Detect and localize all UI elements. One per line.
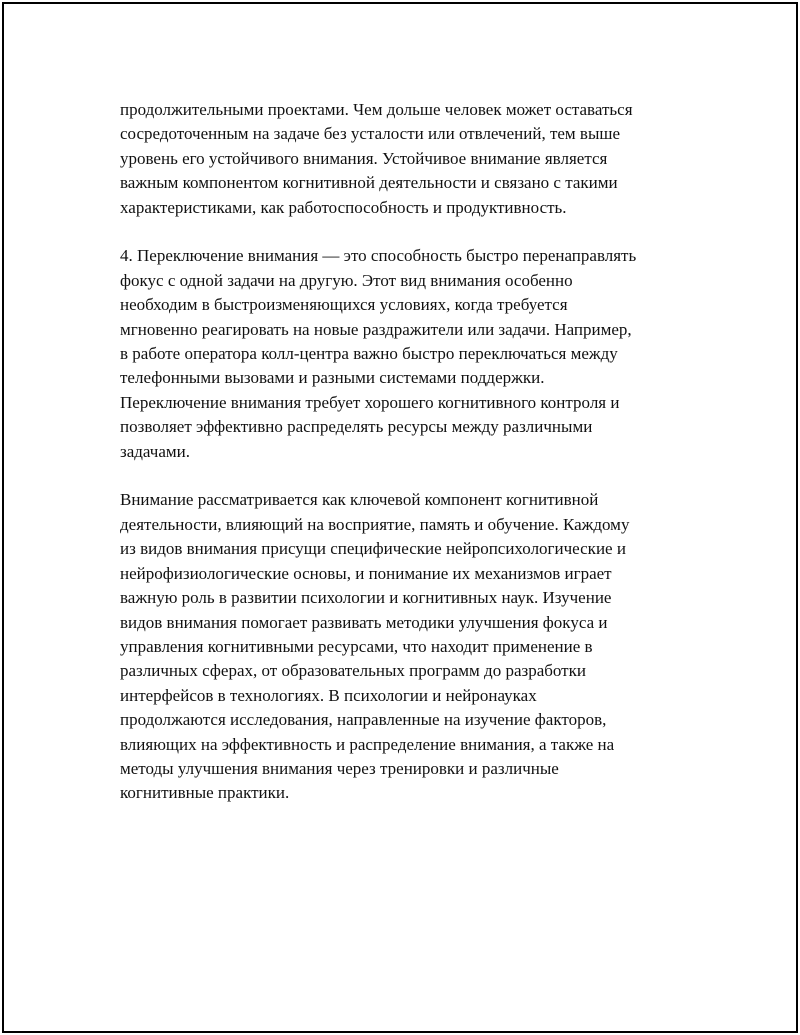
paragraph-attention-switching <box>120 244 700 464</box>
text-line: когнитивные практики. <box>120 783 290 803</box>
text-line: мгновенно реагировать на новые раздражители или задачи. Например, <box>120 319 632 339</box>
text-line: телефонными вызовами и разными системами поддержки. <box>120 368 545 388</box>
paragraph-spacer <box>120 220 700 244</box>
text-line: необходим в быстроизменяющихся условиях, когда требуется <box>120 295 568 315</box>
text-line: деятельности, влияющий на восприятие, память и обучение. Каждому <box>120 514 630 534</box>
text-line: нейрофизиологические основы, и понимание их механизмов играет <box>120 563 612 583</box>
text-line: задачами. <box>120 441 190 461</box>
text-line: различных сферах, от образовательных программ до разработки <box>120 661 586 681</box>
document-page <box>2 2 798 1033</box>
text-line: методы улучшения внимания через тренировки и различные <box>120 758 559 778</box>
text-line: важную роль в развитии психологии и когнитивных наук. Изучение <box>120 588 612 608</box>
text-line: Внимание рассматривается как ключевой компонент когнитивной <box>120 490 599 510</box>
paragraph-sustained-attention <box>120 98 700 220</box>
text-line: фокус с одной задачи на другую. Этот вид внимания особенно <box>120 270 573 290</box>
text-line: важным компонентом когнитивной деятельности и связано с такими <box>120 173 618 193</box>
document-body <box>120 98 700 806</box>
text-line: управления когнитивными ресурсами, что находит применение в <box>120 636 593 656</box>
text-line: влияющих на эффективность и распределение внимания, а также на <box>120 734 615 754</box>
paragraph-spacer <box>120 464 700 488</box>
text-line: уровень его устойчивого внимания. Устойчивое внимание является <box>120 148 608 168</box>
text-line: в работе оператора колл-центра важно быстро переключаться между <box>120 344 618 364</box>
text-line: Переключение внимания требует хорошего когнитивного контроля и <box>120 392 620 412</box>
text-line: позволяет эффективно распределять ресурсы между различными <box>120 417 593 437</box>
text-line: из видов внимания присущи специфические нейропсихологические и <box>120 539 626 559</box>
text-line: характеристиками, как работоспособность и продуктивность. <box>120 197 567 217</box>
text-line: сосредоточенным на задаче без усталости или отвлечений, тем выше <box>120 124 621 144</box>
paragraph-conclusion <box>120 488 700 805</box>
text-line: продолжаются исследования, направленные на изучение факторов, <box>120 710 607 730</box>
text-line: видов внимания помогает развивать методики улучшения фокуса и <box>120 612 608 632</box>
text-line: 4. Переключение внимания — это способность быстро перенаправлять <box>120 246 637 266</box>
text-line: продолжительными проектами. Чем дольше человек может оставаться <box>120 100 633 119</box>
text-line: интерфейсов в технологиях. В психологии и нейронауках <box>120 685 537 705</box>
